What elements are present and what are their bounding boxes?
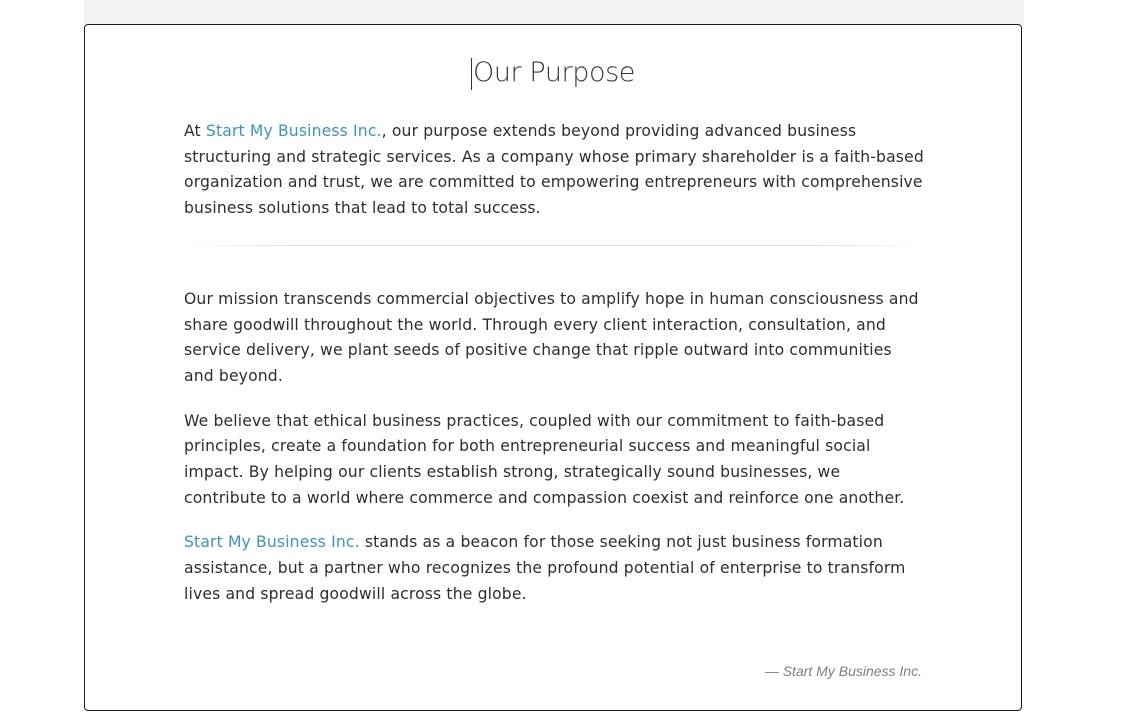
page-title[interactable] bbox=[471, 55, 635, 91]
intro-paragraph bbox=[184, 119, 926, 222]
purpose-card bbox=[84, 24, 1022, 711]
beacon-paragraph bbox=[184, 530, 926, 607]
beliefs-paragraph: We believe that ethical business practices, coupled with our commitment to faith-based principles, create a foundation for both entrepreneurial success and meaningful social impact. By helping our clients establish strong, strategically sound businesses, we contribute to a world where commerce and compassion coexist and reinforce one another. bbox=[184, 411, 905, 507]
title-wrap bbox=[85, 55, 1021, 91]
intro-prefix: At bbox=[184, 122, 206, 140]
intro-text: , our purpose extends beyond providing advanced business structuring and strategic services. As a company whose primary shareholder is a faith-based organization and trust, we are committed to empowering entrepreneurs with comprehensive business solutions that lead to total success. bbox=[184, 122, 924, 218]
brand-name-highlight: Start My Business Inc. bbox=[205, 122, 382, 140]
beacon-text: stands as a beacon for those seeking not just business formation assistance, but a partner who recognizes the profound potential of enterprise to transform lives and spread goodwill across the globe. bbox=[184, 533, 906, 603]
content-body bbox=[184, 119, 926, 627]
brand-name-highlight: Start My Business Inc. bbox=[184, 533, 360, 552]
text-cursor bbox=[471, 58, 472, 90]
mission-paragraph: Our mission transcends commercial objectives to amplify hope in human consciousness and share goodwill throughout the world. Through every client interaction, consultation, and service delivery, we plant seeds of positive change that ripple outward into communities and beyond. bbox=[184, 289, 919, 385]
section-divider bbox=[184, 245, 926, 246]
page-title-text: Our Purpose bbox=[472, 57, 635, 88]
signature: — Start My Business Inc. bbox=[764, 663, 922, 679]
top-strip bbox=[84, 0, 1024, 24]
